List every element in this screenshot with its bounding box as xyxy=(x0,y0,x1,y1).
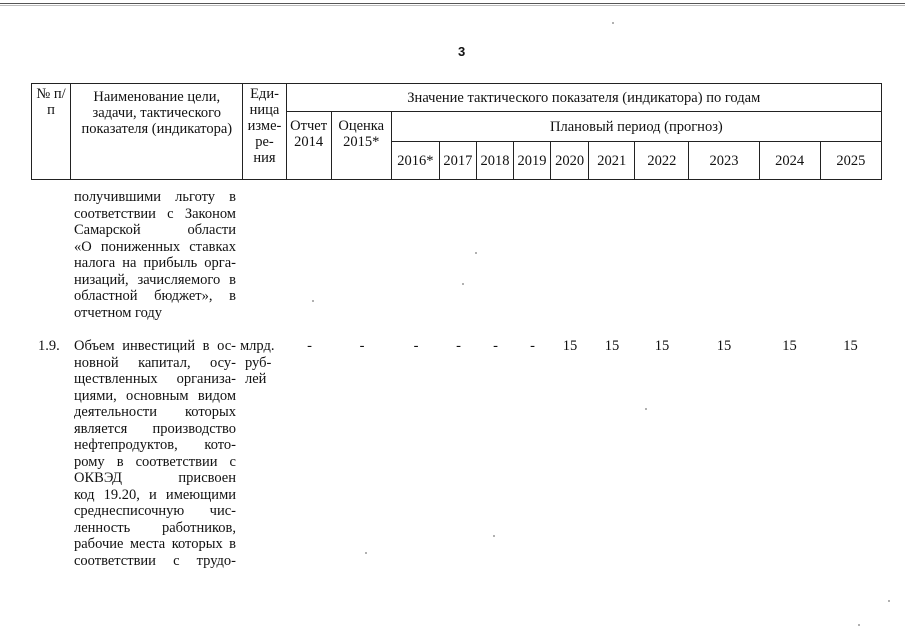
header-year: 2024 xyxy=(759,142,820,180)
text-line: соответствии с Законом xyxy=(74,205,236,222)
text-line: «О пониженных ставках xyxy=(74,238,236,255)
indicator-table-header xyxy=(31,83,882,180)
page-number: 3 xyxy=(458,44,466,59)
header-unit: Еди-ница изме-ре-ния xyxy=(243,84,286,180)
unit-cell xyxy=(240,338,280,388)
row-number: 1.9. xyxy=(38,338,60,354)
text-line: низаций, зачисляемого в xyxy=(74,271,236,288)
header-num: № п/п xyxy=(32,84,71,180)
year-value-2023: 15 xyxy=(716,338,732,354)
estimate-2015-value: - xyxy=(359,338,365,354)
year-value-2016: - xyxy=(413,338,419,354)
scan-speck xyxy=(365,552,367,554)
scan-speck xyxy=(475,252,477,254)
text-line: соответствии с трудо- xyxy=(74,552,236,569)
header-year: 2020 xyxy=(551,142,589,180)
top-border-line-secondary xyxy=(0,5,905,6)
header-year: 2019 xyxy=(514,142,551,180)
header-year: 2022 xyxy=(635,142,689,180)
text-line: рому в соответствии с xyxy=(74,453,236,470)
year-value-2021: 15 xyxy=(604,338,620,354)
scan-speck xyxy=(312,300,314,302)
header-year: 2023 xyxy=(689,142,759,180)
year-value-2020: 15 xyxy=(562,338,578,354)
text-line: Объем инвестиций в ос- xyxy=(74,338,236,354)
scan-speck xyxy=(645,408,647,410)
scan-speck xyxy=(612,22,614,24)
text-line: является производство xyxy=(74,420,236,437)
header-plan-title: Плановый период (прогноз) xyxy=(391,112,881,142)
scan-speck xyxy=(888,600,890,602)
header-year: 2018 xyxy=(476,142,513,180)
year-value-2025: 15 xyxy=(843,338,858,354)
scan-speck xyxy=(858,624,860,626)
unit-line: руб- xyxy=(245,354,272,371)
top-border-line xyxy=(0,3,905,4)
text-line: областной бюджет», в xyxy=(74,288,236,304)
year-value-2022: 15 xyxy=(654,338,670,354)
year-value-2018: - xyxy=(493,338,498,354)
unit-line: млрд. xyxy=(240,338,275,354)
text-line: отчетном году xyxy=(74,304,163,321)
text-line: ленность работников, xyxy=(74,519,236,536)
text-line: рабочие места которых в xyxy=(74,536,236,552)
text-line: Самарской области xyxy=(74,222,236,238)
text-line: ОКВЭД присвоен xyxy=(74,470,236,486)
header-values-title: Значение тактического показателя (индикатора) по годам xyxy=(286,84,881,112)
text-line: налога на прибыль орга- xyxy=(74,255,236,271)
continued-indicator-name xyxy=(74,189,236,321)
header-year: 2016* xyxy=(391,142,439,180)
text-line: код 19.20, и имеющими xyxy=(74,486,236,503)
year-value-2019: - xyxy=(530,338,535,354)
year-value-2024: 15 xyxy=(782,338,797,354)
text-line: ществленных организа- xyxy=(74,371,236,387)
unit-line: лей xyxy=(245,371,267,387)
header-estimate: Оценка 2015* xyxy=(331,112,391,180)
indicator-name xyxy=(74,338,236,569)
text-line: деятельности которых xyxy=(74,404,236,420)
text-line: циями, основным видом xyxy=(74,387,236,404)
scan-speck xyxy=(462,283,464,285)
report-2014-value: - xyxy=(307,338,312,354)
header-name: Наименование цели, задачи, тактического показателя (индикатора) xyxy=(71,84,243,180)
header-report: Отчет 2014 xyxy=(286,112,331,180)
text-line: получившими льготу в xyxy=(74,189,236,205)
text-line: среднесписочную чис- xyxy=(74,503,236,519)
scan-speck xyxy=(493,535,495,537)
year-value-2017: - xyxy=(456,338,461,354)
header-year: 2017 xyxy=(439,142,476,180)
header-year: 2021 xyxy=(589,142,635,180)
text-line: нефтепродуктов, кото- xyxy=(74,437,236,453)
header-year: 2025 xyxy=(820,142,881,180)
text-line: новной капитал, осу- xyxy=(74,354,236,371)
